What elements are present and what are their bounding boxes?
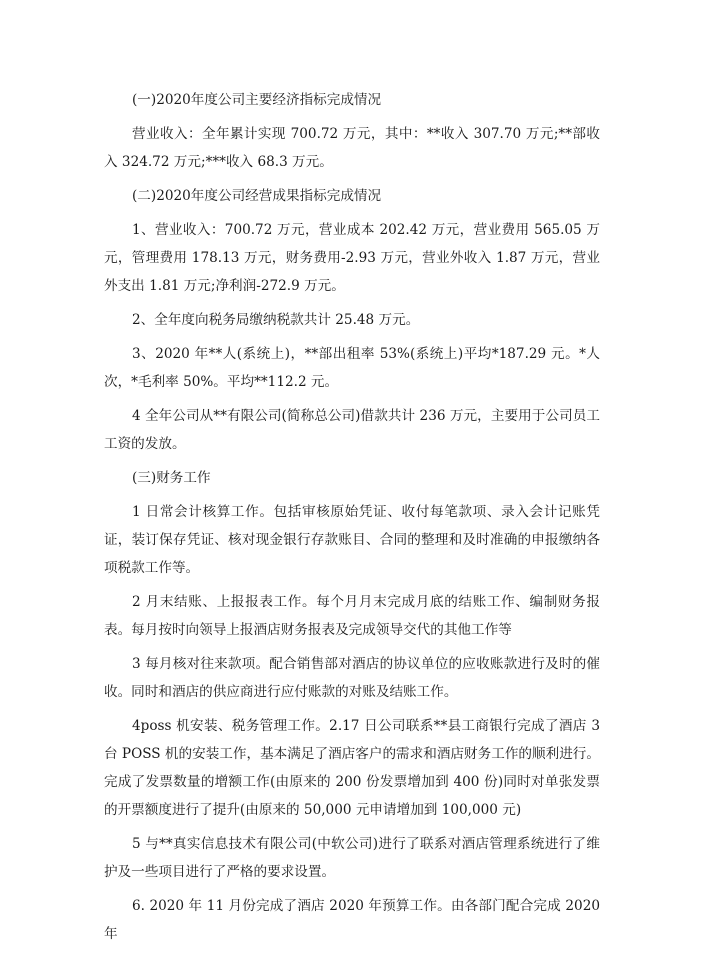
document-body [104,86,600,954]
paragraph-finance-4: 4poss 机安装、税务管理工作。2.17 日公司联系**县工商银行完成了酒店 3 台 POSS 机的安装工作，基本满足了酒店客户的需求和酒店财务工作的顺利进行。完成了发票数量的增额工作(由原来的 200 份发票增加到 400 份)同时对单张发票的开票额度进行了提升(由原来的 50,000 元申请增加到 100,000 元) [104,718,600,818]
paragraph-item-1: 1、营业收入：700.72 万元，营业成本 202.42 万元，营业费用 565.05 万元，管理费用 178.13 万元，财务费用-2.93 万元，营业外收入 1.87 万元，营业外支出 1.81 万元;净利润-272.9 万元。 [104,222,600,294]
paragraph-finance-5: 5 与**真实信息技术有限公司(中软公司)进行了联系对酒店管理系统进行了维护及一些项目进行了严格的要求设置。 [104,836,600,880]
paragraph-item-4: 4 全年公司从**有限公司(简称总公司)借款共计 236 万元，主要用于公司员工工资的发放。 [104,408,600,452]
section-heading-1: (一)2020年度公司主要经济指标完成情况 [132,92,382,108]
section-heading-3: (三)财务工作 [132,470,211,486]
paragraph-item-2: 2、全年度向税务局缴纳税款共计 25.48 万元。 [132,312,420,328]
paragraph-revenue: 营业收入：全年累计实现 700.72 万元，其中：**收入 307.70 万元;**部收入 324.72 万元;***收入 68.3 万元。 [104,126,600,170]
section-heading-2: (二)2020年度公司经营成果指标完成情况 [132,188,382,204]
paragraph-finance-1: 1 日常会计核算工作。包括审核原始凭证、收付每笔款项、录入会计记账凭证，装订保存凭证、核对现金银行存款账目、合同的整理和及时准确的申报缴纳各项税款工作等。 [104,504,600,576]
paragraph-item-3: 3、2020 年**人(系统上)，**部出租率 53%(系统上)平均*187.29 元。*人次，*毛利率 50%。平均**112.2 元。 [104,346,600,390]
paragraph-finance-2: 2 月末结账、上报报表工作。每个月月末完成月底的结账工作、编制财务报表。每月按时向领导上报酒店财务报表及完成领导交代的其他工作等 [104,594,600,638]
paragraph-finance-3: 3 每月核对往来款项。配合销售部对酒店的协议单位的应收账款进行及时的催收。同时和酒店的供应商进行应付账款的对账及结账工作。 [104,656,600,700]
paragraph-finance-6: 6. 2020 年 11 月份完成了酒店 2020 年预算工作。由各部门配合完成 2020 年 [104,898,600,942]
